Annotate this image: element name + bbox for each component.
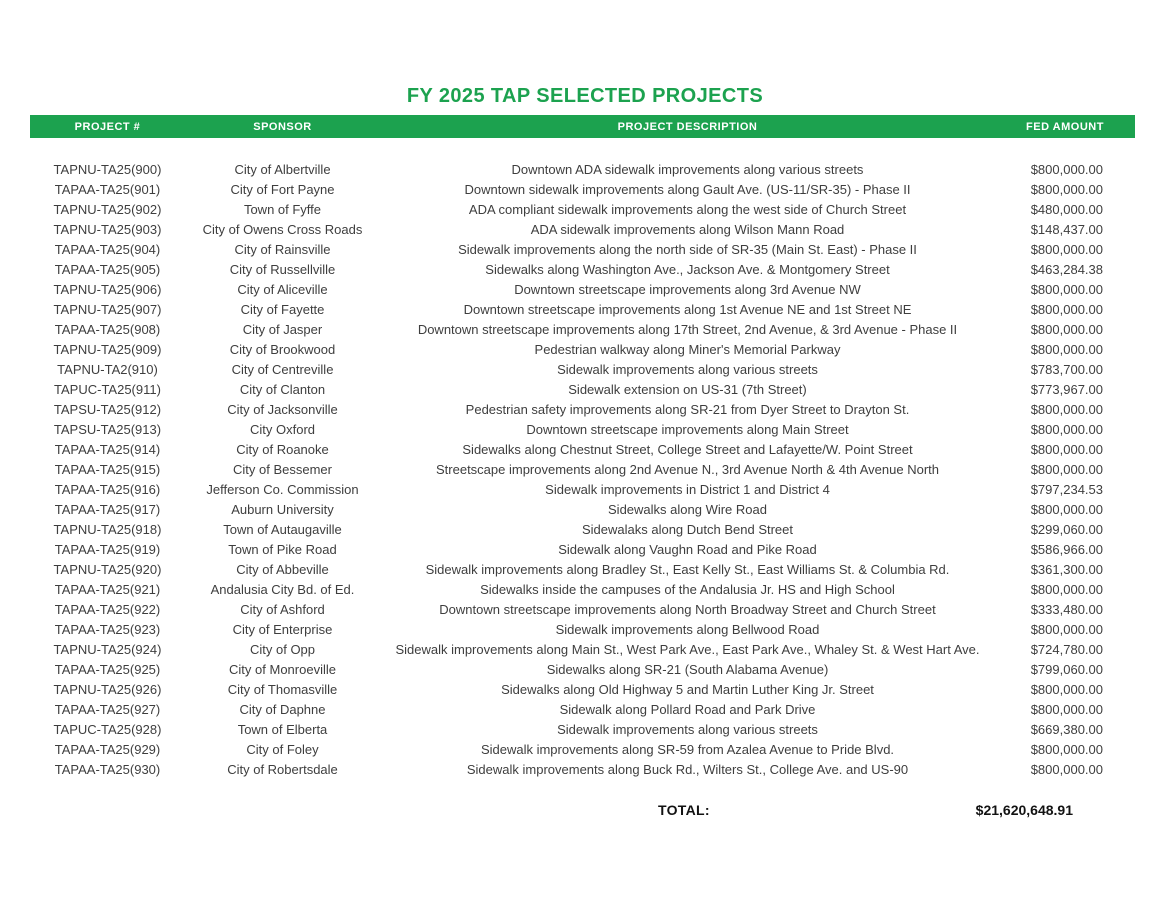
fed-amount-cell: $148,437.00	[1030, 222, 1103, 237]
column-header-project-number: PROJECT #	[30, 115, 185, 138]
sponsor-cell: City of Daphne	[239, 702, 326, 717]
table-row	[30, 660, 1135, 680]
sponsor-cell: Andalusia City Bd. of Ed.	[210, 582, 355, 597]
table-row	[30, 520, 1135, 540]
project-number-cell: TAPNU-TA2(910)	[57, 362, 158, 377]
sponsor-cell: City of Robertsdale	[227, 762, 338, 777]
sponsor-cell: Auburn University	[231, 502, 334, 517]
table-row	[30, 160, 1135, 180]
table-row	[30, 700, 1135, 720]
sponsor-cell: City of Foley	[246, 742, 319, 757]
sponsor-cell: City of Russellville	[229, 262, 336, 277]
fed-amount-cell: $800,000.00	[1030, 742, 1103, 757]
sponsor-cell: Town of Fyffe	[243, 202, 322, 217]
fed-amount-cell: $800,000.00	[1030, 162, 1103, 177]
sponsor-cell: City of Fort Payne	[230, 182, 335, 197]
fed-amount-cell: $800,000.00	[1030, 582, 1103, 597]
project-number-cell: TAPAA-TA25(929)	[54, 742, 161, 757]
fed-amount-cell: $800,000.00	[1030, 442, 1103, 457]
total-label: TOTAL:	[658, 802, 710, 818]
fed-amount-cell: $800,000.00	[1030, 342, 1103, 357]
table-row	[30, 560, 1135, 580]
table-row	[30, 340, 1135, 360]
sponsor-cell: City of Roanoke	[236, 442, 329, 457]
sponsor-cell: City of Jacksonville	[227, 402, 338, 417]
description-cell: Sidewalk along Vaughn Road and Pike Road	[558, 542, 817, 557]
description-cell: Sidewalks along Chestnut Street, College Street and Lafayette/W. Point Street	[462, 442, 913, 457]
project-number-cell: TAPAA-TA25(917)	[54, 502, 161, 517]
fed-amount-cell: $797,234.53	[1030, 482, 1103, 497]
sponsor-cell: City of Fayette	[240, 302, 325, 317]
fed-amount-cell: $800,000.00	[1030, 402, 1103, 417]
description-cell: Sidewalk improvements along various streets	[557, 362, 818, 377]
sponsor-cell: City of Monroeville	[229, 662, 336, 677]
project-number-cell: TAPAA-TA25(904)	[54, 242, 161, 257]
table-row	[30, 440, 1135, 460]
sponsor-cell: City of Jasper	[242, 322, 323, 337]
project-number-cell: TAPNU-TA25(902)	[53, 202, 162, 217]
description-cell: Sidewalk improvements along the north side of SR-35 (Main St. East) - Phase II	[458, 242, 917, 257]
project-number-cell: TAPSU-TA25(912)	[53, 402, 162, 417]
project-number-cell: TAPAA-TA25(927)	[54, 702, 161, 717]
sponsor-cell: City of Brookwood	[229, 342, 336, 357]
table-row	[30, 400, 1135, 420]
fed-amount-cell: $800,000.00	[1030, 422, 1103, 437]
description-cell: Sidewalk improvements in District 1 and District 4	[545, 482, 830, 497]
table-row	[30, 480, 1135, 500]
fed-amount-cell: $800,000.00	[1030, 622, 1103, 637]
fed-amount-cell: $299,060.00	[1030, 522, 1103, 537]
description-cell: Sidewalks along SR-21 (South Alabama Avenue)	[546, 662, 829, 677]
table-row	[30, 360, 1135, 380]
fed-amount-cell: $669,380.00	[1030, 722, 1103, 737]
table-row	[30, 600, 1135, 620]
project-number-cell: TAPNU-TA25(900)	[53, 162, 162, 177]
sponsor-cell: City of Rainsville	[234, 242, 331, 257]
fed-amount-cell: $800,000.00	[1030, 322, 1103, 337]
project-number-cell: TAPUC-TA25(928)	[53, 722, 162, 737]
description-cell: Sidewalk improvements along various streets	[557, 722, 818, 737]
description-cell: ADA sidewalk improvements along Wilson Mann Road	[530, 222, 845, 237]
table-row	[30, 380, 1135, 400]
description-cell: Sidewalk improvements along Buck Rd., Wilters St., College Ave. and US-90	[466, 762, 909, 777]
total-row	[30, 802, 1135, 822]
table-row	[30, 620, 1135, 640]
description-cell: Sidewalk improvements along SR-59 from Azalea Avenue to Pride Blvd.	[480, 742, 895, 757]
project-number-cell: TAPAA-TA25(922)	[54, 602, 161, 617]
projects-table-wrap	[30, 115, 1135, 822]
description-cell: Sidewalks along Old Highway 5 and Martin Luther King Jr. Street	[501, 682, 874, 697]
fed-amount-cell: $800,000.00	[1030, 462, 1103, 477]
fed-amount-cell: $480,000.00	[1030, 202, 1103, 217]
project-number-cell: TAPAA-TA25(919)	[54, 542, 161, 557]
sponsor-cell: City of Thomasville	[227, 682, 338, 697]
fed-amount-cell: $799,060.00	[1030, 662, 1103, 677]
project-number-cell: TAPUC-TA25(911)	[54, 382, 161, 397]
description-cell: Downtown streetscape improvements along 1st Avenue NE and 1st Street NE	[463, 302, 912, 317]
table-row	[30, 280, 1135, 300]
description-cell: Sidewalks along Wire Road	[608, 502, 767, 517]
project-number-cell: TAPAA-TA25(901)	[54, 182, 161, 197]
sponsor-cell: City Oxford	[249, 422, 315, 437]
table-row	[30, 260, 1135, 280]
table-row	[30, 420, 1135, 440]
table-row	[30, 540, 1135, 560]
column-header-project-description: PROJECT DESCRIPTION	[380, 115, 995, 138]
description-cell: Streetscape improvements along 2nd Avenue N., 3rd Avenue North & 4th Avenue North	[436, 462, 939, 477]
table-row	[30, 240, 1135, 260]
description-cell: Sidewalk along Pollard Road and Park Drive	[559, 702, 816, 717]
table-row	[30, 640, 1135, 660]
sponsor-cell: City of Opp	[249, 642, 316, 657]
table-row	[30, 720, 1135, 740]
description-cell: Downtown streetscape improvements along 17th Street, 2nd Avenue, & 3rd Avenue - Phase II	[417, 322, 958, 337]
table-row	[30, 500, 1135, 520]
project-number-cell: TAPNU-TA25(926)	[53, 682, 162, 697]
project-number-cell: TAPAA-TA25(915)	[54, 462, 161, 477]
fed-amount-cell: $800,000.00	[1030, 502, 1103, 517]
sponsor-cell: City of Owens Cross Roads	[202, 222, 363, 237]
table-row	[30, 580, 1135, 600]
sponsor-cell: Jefferson Co. Commission	[206, 482, 359, 497]
description-cell: Pedestrian safety improvements along SR-21 from Dyer Street to Drayton St.	[465, 402, 910, 417]
fed-amount-cell: $800,000.00	[1030, 242, 1103, 257]
description-cell: Downtown streetscape improvements along North Broadway Street and Church Street	[439, 602, 936, 617]
sponsor-cell: City of Aliceville	[237, 282, 328, 297]
description-cell: ADA compliant sidewalk improvements along the west side of Church Street	[468, 202, 907, 217]
project-number-cell: TAPAA-TA25(925)	[54, 662, 161, 677]
sponsor-cell: City of Clanton	[239, 382, 326, 397]
description-cell: Sidewalk improvements along Main St., West Park Ave., East Park Ave., Whaley St. & West Hart Ave.	[395, 642, 980, 657]
description-cell: Downtown ADA sidewalk improvements along various streets	[511, 162, 864, 177]
sponsor-cell: City of Bessemer	[233, 462, 332, 477]
project-number-cell: TAPNU-TA25(906)	[53, 282, 162, 297]
sponsor-cell: City of Abbeville	[236, 562, 329, 577]
description-cell: Downtown streetscape improvements along 3rd Avenue NW	[514, 282, 861, 297]
sponsor-cell: Town of Elberta	[237, 722, 328, 737]
table-row	[30, 320, 1135, 340]
table-body	[30, 138, 1135, 780]
sponsor-cell: City of Ashford	[240, 602, 325, 617]
fed-amount-cell: $800,000.00	[1030, 182, 1103, 197]
project-number-cell: TAPNU-TA25(918)	[53, 522, 162, 537]
project-number-cell: TAPNU-TA25(924)	[53, 642, 162, 657]
project-number-cell: TAPNU-TA25(920)	[53, 562, 162, 577]
project-number-cell: TAPNU-TA25(909)	[53, 342, 162, 357]
fed-amount-cell: $361,300.00	[1030, 562, 1103, 577]
sponsor-cell: City of Centreville	[231, 362, 334, 377]
header-gap-spacer	[30, 138, 1135, 160]
description-cell: Sidewalaks along Dutch Bend Street	[581, 522, 793, 537]
table-row	[30, 740, 1135, 760]
fed-amount-cell: $333,480.00	[1030, 602, 1103, 617]
project-number-cell: TAPAA-TA25(923)	[54, 622, 161, 637]
table-row	[30, 220, 1135, 240]
project-number-cell: TAPAA-TA25(914)	[54, 442, 161, 457]
column-header-sponsor: SPONSOR	[185, 115, 380, 138]
fed-amount-cell: $800,000.00	[1030, 762, 1103, 777]
sponsor-cell: City of Albertville	[234, 162, 331, 177]
description-cell: Sidewalk extension on US-31 (7th Street)	[568, 382, 807, 397]
fed-amount-cell: $800,000.00	[1030, 282, 1103, 297]
table-header-row	[30, 115, 1135, 138]
fed-amount-cell: $463,284.38	[1030, 262, 1103, 277]
project-number-cell: TAPAA-TA25(908)	[54, 322, 161, 337]
table-row	[30, 180, 1135, 200]
description-cell: Sidewalk improvements along Bellwood Road	[555, 622, 820, 637]
fed-amount-cell: $724,780.00	[1030, 642, 1103, 657]
description-cell: Sidewalks inside the campuses of the Andalusia Jr. HS and High School	[480, 582, 895, 597]
fed-amount-cell: $773,967.00	[1030, 382, 1103, 397]
fed-amount-cell: $800,000.00	[1030, 302, 1103, 317]
page-title: FY 2025 TAP SELECTED PROJECTS	[406, 85, 764, 107]
fed-amount-cell: $586,966.00	[1030, 542, 1103, 557]
project-number-cell: TAPNU-TA25(903)	[53, 222, 162, 237]
project-number-cell: TAPAA-TA25(930)	[54, 762, 161, 777]
project-number-cell: TAPAA-TA25(921)	[54, 582, 161, 597]
description-cell: Downtown sidewalk improvements along Gault Ave. (US-11/SR-35) - Phase II	[464, 182, 911, 197]
sponsor-cell: Town of Pike Road	[228, 542, 337, 557]
projects-table	[30, 115, 1135, 780]
sponsor-cell: Town of Autaugaville	[223, 522, 342, 537]
project-number-cell: TAPNU-TA25(907)	[53, 302, 162, 317]
column-header-fed-amount: FED AMOUNT	[995, 115, 1135, 138]
description-cell: Pedestrian walkway along Miner's Memorial Parkway	[534, 342, 841, 357]
sponsor-cell: City of Enterprise	[232, 622, 333, 637]
total-amount: $21,620,648.91	[975, 802, 1073, 818]
description-cell: Downtown streetscape improvements along Main Street	[526, 422, 849, 437]
project-number-cell: TAPSU-TA25(913)	[53, 422, 162, 437]
table-row	[30, 460, 1135, 480]
description-cell: Sidewalks along Washington Ave., Jackson Ave. & Montgomery Street	[485, 262, 890, 277]
fed-amount-cell: $800,000.00	[1030, 702, 1103, 717]
project-number-cell: TAPAA-TA25(905)	[54, 262, 161, 277]
description-cell: Sidewalk improvements along Bradley St., East Kelly St., East Williams St. & Columbia Rd.	[425, 562, 950, 577]
table-row	[30, 680, 1135, 700]
fed-amount-cell: $800,000.00	[1030, 682, 1103, 697]
table-row	[30, 300, 1135, 320]
project-number-cell: TAPAA-TA25(916)	[54, 482, 161, 497]
table-row	[30, 760, 1135, 780]
fed-amount-cell: $783,700.00	[1030, 362, 1103, 377]
table-row	[30, 200, 1135, 220]
